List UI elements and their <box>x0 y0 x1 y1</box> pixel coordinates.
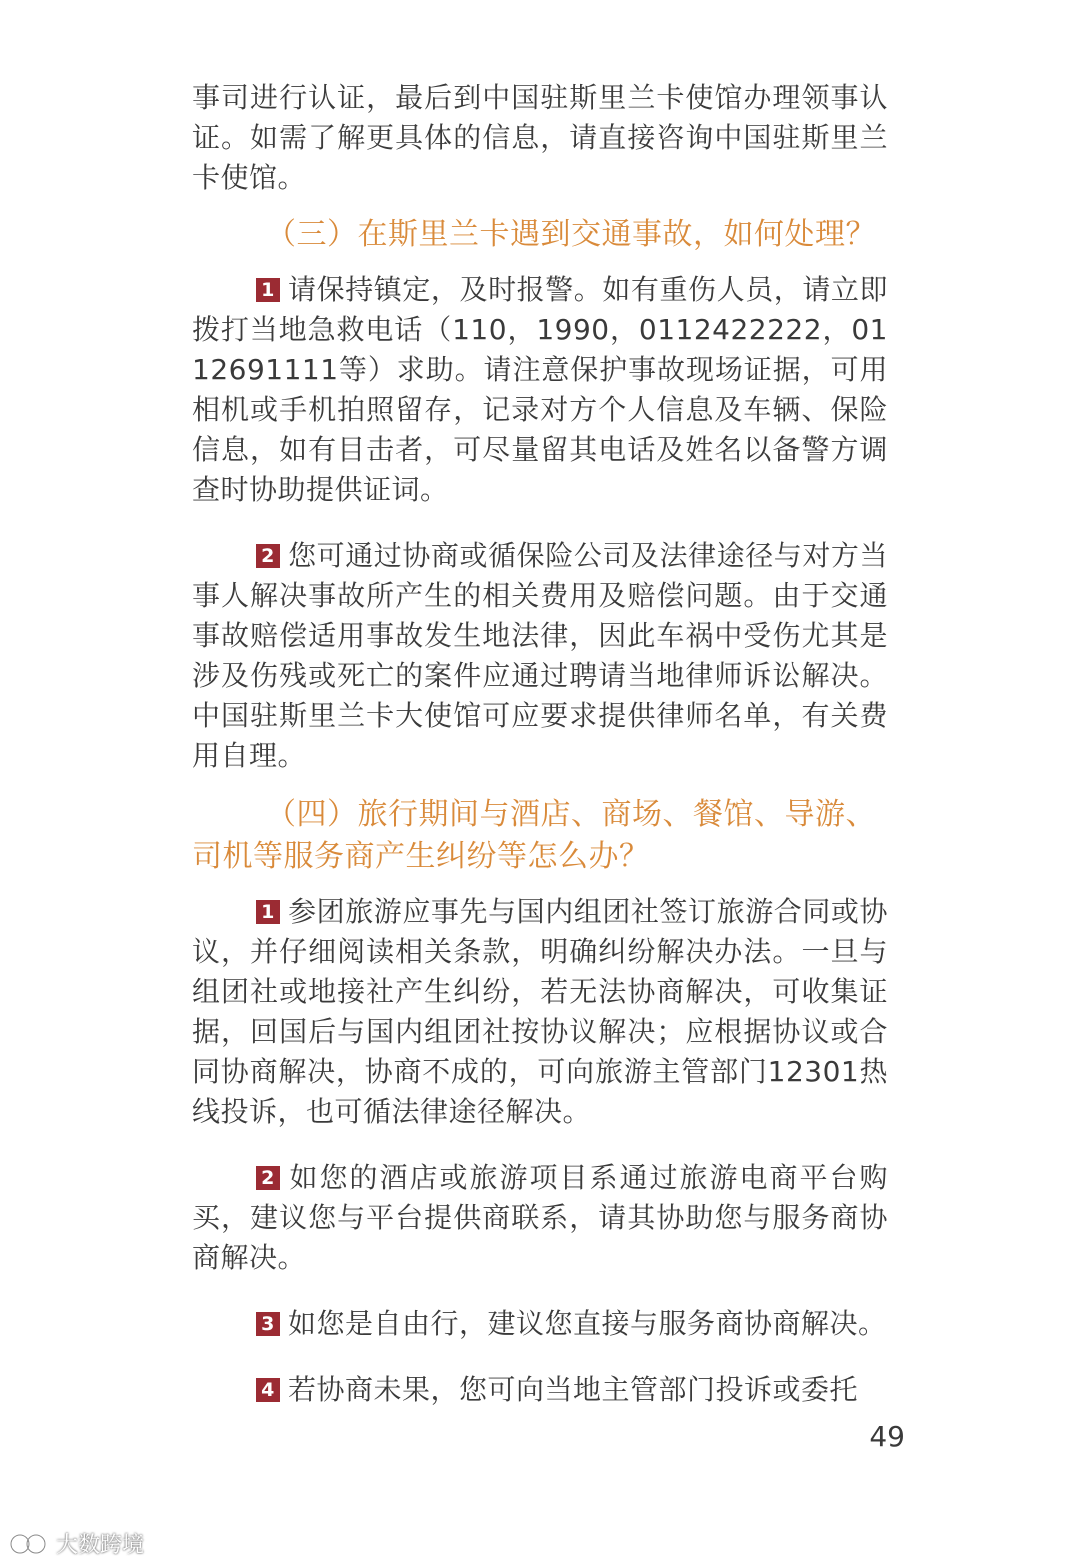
item-text: 请保持镇定，及时报警。如有重伤人员，请立即拨打当地急救电话（110，1990，0112422222，0112691111等）求助。请注意保护事故现场证据，可用相机或手机拍照留存，记录对方个人信息及车辆、保险信息，如有目击者，可尽量留其电话及姓名以备警方调查时协助提供证词。 <box>192 273 888 506</box>
section-4-item-3 <box>192 1304 888 1344</box>
intro-paragraph: 事司进行认证，最后到中国驻斯里兰卡使馆办理领事认证。如需了解更具体的信息，请直接咨询中国驻斯里兰卡使馆。 <box>192 81 888 194</box>
item-number-badge: 1 <box>256 278 280 302</box>
item-number-badge: 3 <box>256 1312 280 1336</box>
item-text: 如您是自由行，建议您直接与服务商协商解决。 <box>288 1307 887 1340</box>
item-text: 若协商未果，您可向当地主管部门投诉或委托 <box>288 1373 859 1406</box>
section-3-heading: （三）在斯里兰卡遇到交通事故，如何处理？ <box>266 217 876 252</box>
item-number-badge: 1 <box>256 900 280 924</box>
section-4-item-1 <box>192 892 888 1132</box>
item-text: 如您的酒店或旅游项目系通过旅游电商平台购买，建议您与平台提供商联系，请其协助您与服务商协商解决。 <box>192 1161 888 1274</box>
section-4-item-2 <box>192 1158 888 1278</box>
item-text: 参团旅游应事先与国内组团社签订旅游合同或协议，并仔细阅读相关条款，明确纠纷解决办法。一旦与组团社或地接社产生纠纷，若无法协商解决，可收集证据，回国后与国内组团社按协议解决；应根据协议或合同协商解决，协商不成的，可向旅游主管部门12301热线投诉，也可循法律途径解决。 <box>192 895 888 1128</box>
section-4-item-4 <box>192 1370 888 1410</box>
section-3-item-2 <box>192 536 888 776</box>
page-number: 49 <box>869 1420 905 1453</box>
watermark-text: 大数跨境 <box>56 1533 145 1558</box>
item-number-badge: 2 <box>256 544 280 568</box>
section-4-heading: （四）旅行期间与酒店、商场、餐馆、导游、司机等服务商产生纠纷等怎么办？ <box>192 797 876 874</box>
watermark <box>8 1528 144 1559</box>
document-page <box>192 78 888 1410</box>
item-text: 您可通过协商或循保险公司及法律途径与对方当事人解决事故所产生的相关费用及赔偿问题。由于交通事故赔偿适用事故发生地法律，因此车祸中受伤尤其是涉及伤残或死亡的案件应通过聘请当地律师诉讼解决。中国驻斯里兰卡大使馆可应要求提供律师名单，有关费用自理。 <box>192 539 888 772</box>
item-number-badge: 2 <box>256 1166 280 1190</box>
logo-icon <box>8 1531 50 1557</box>
section-3-item-1 <box>192 270 888 510</box>
item-number-badge: 4 <box>256 1378 280 1402</box>
